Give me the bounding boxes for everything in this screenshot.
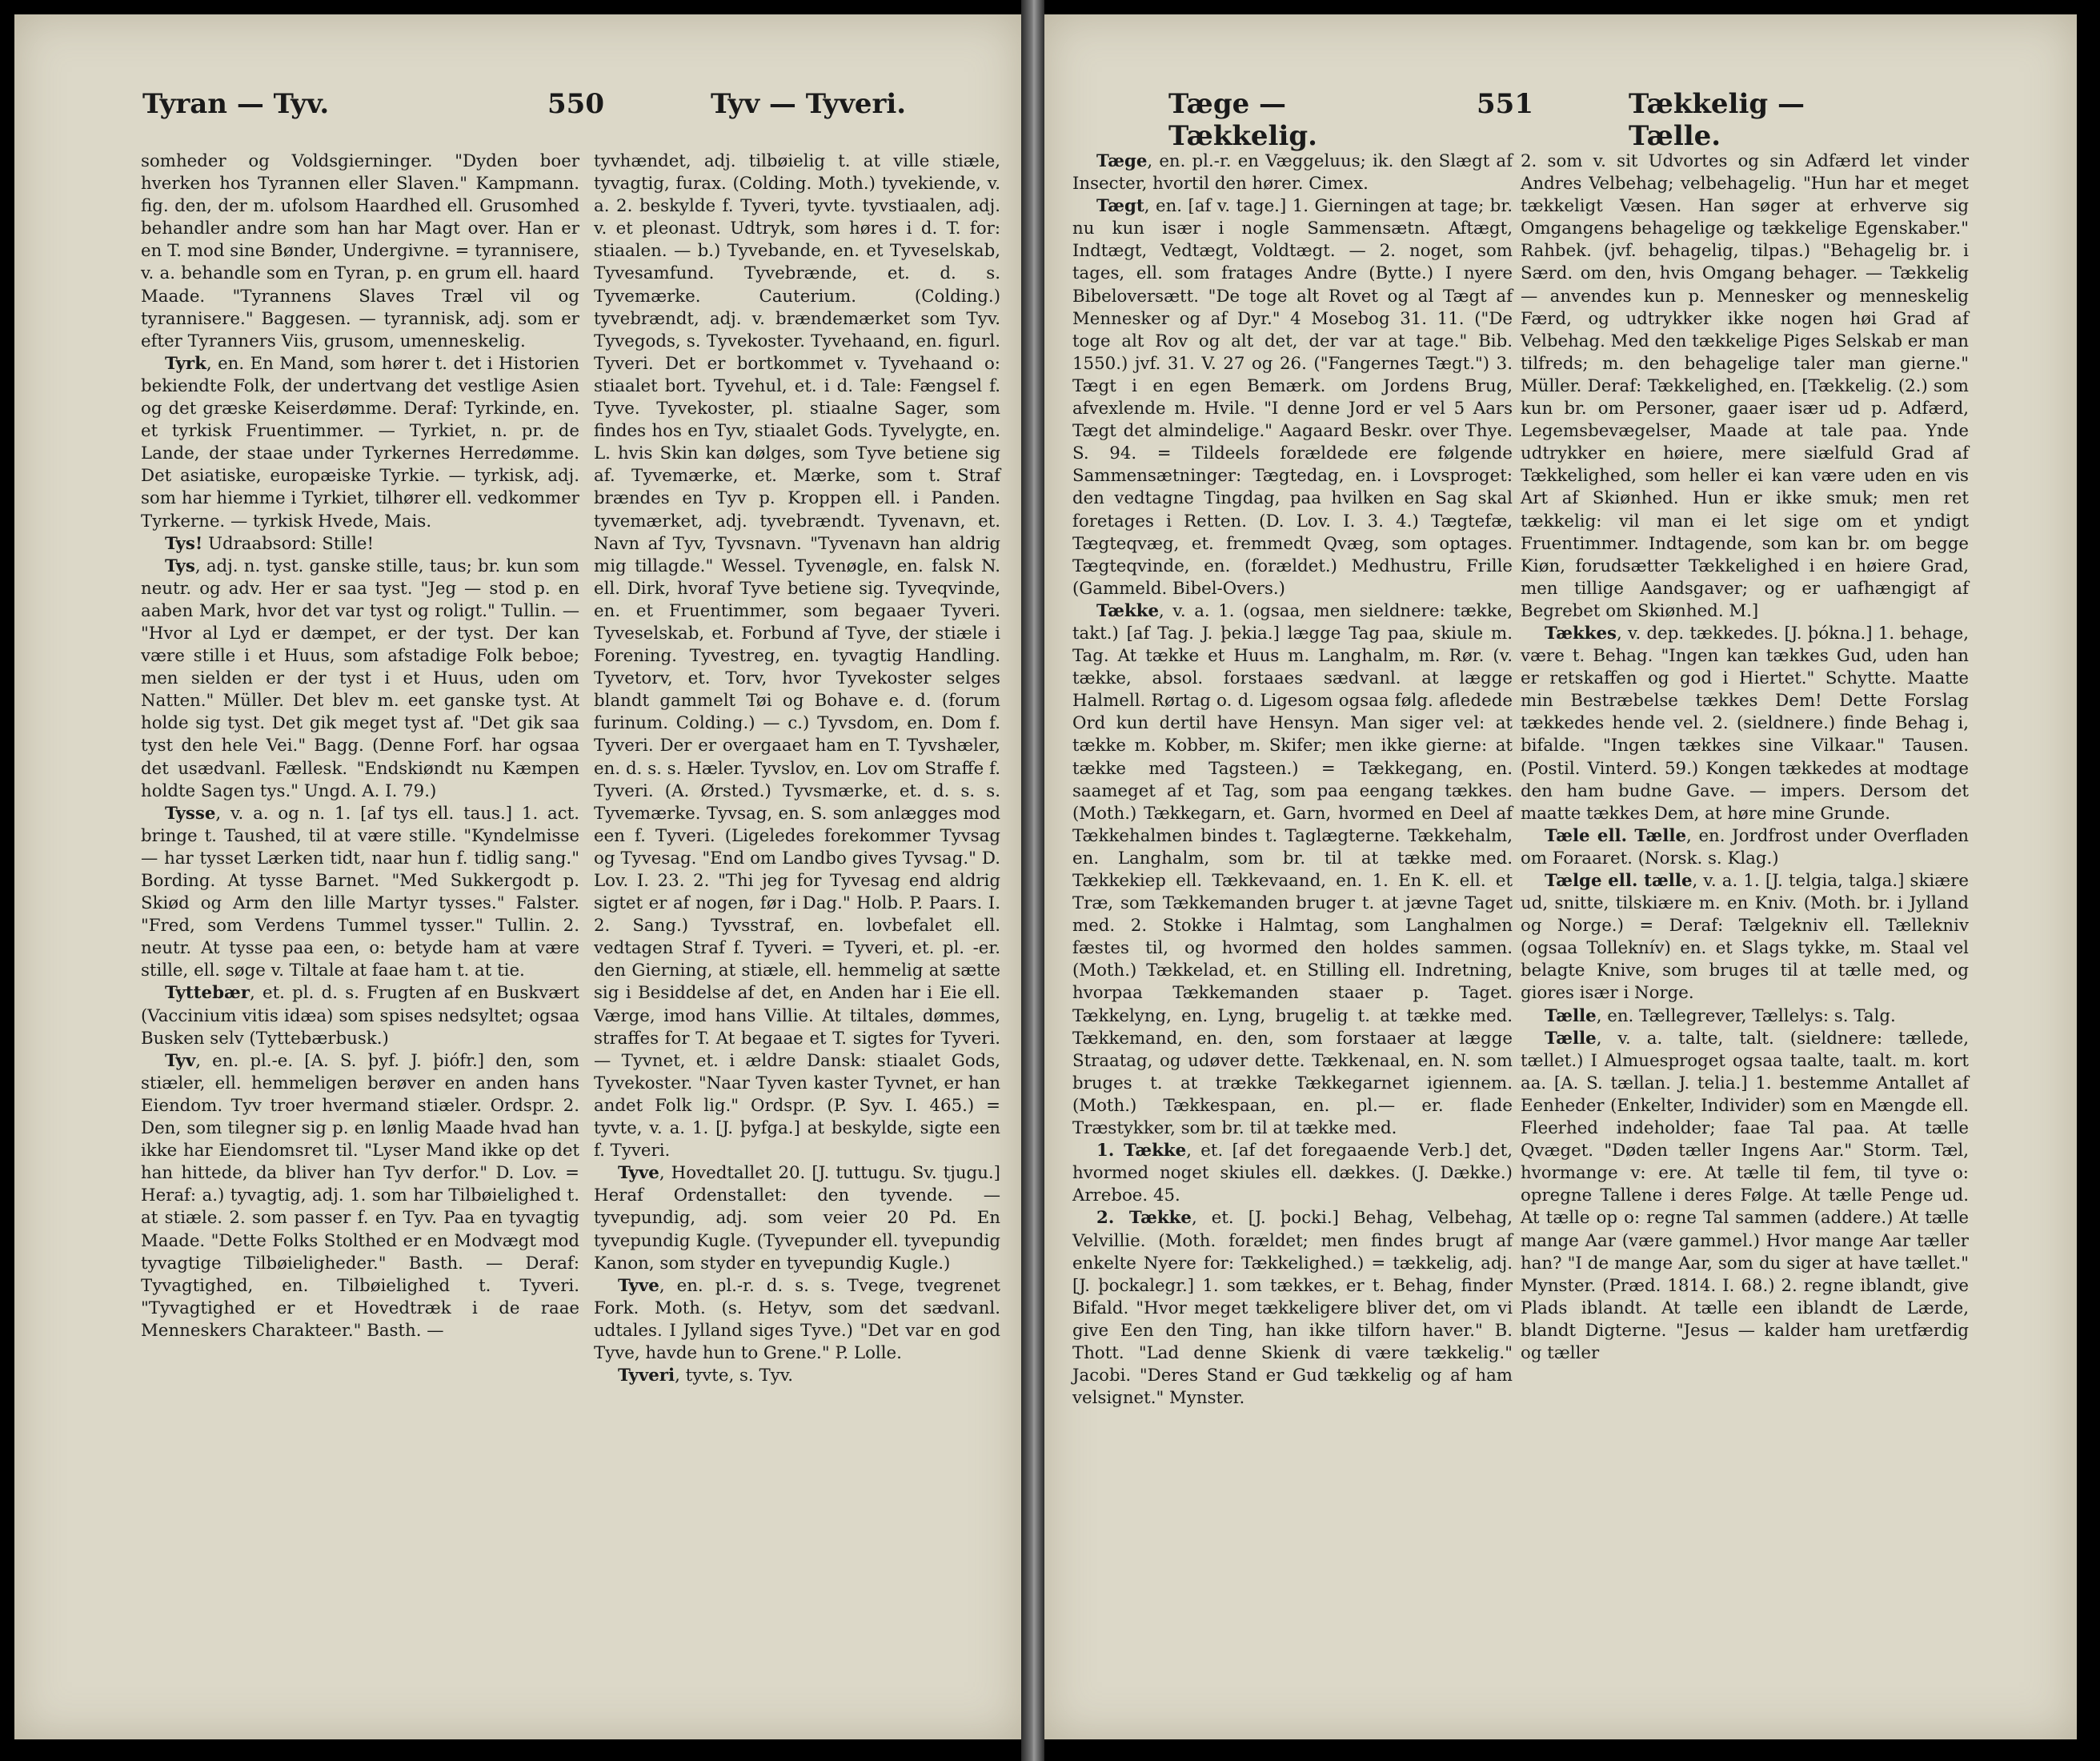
- dictionary-entry: [1521, 623, 1969, 825]
- left-page-number: 550: [547, 88, 604, 120]
- entry-text: , en. Jordfrost under Overfladen om Foraaret. (Norsk. s. Klag.): [1521, 825, 1970, 868]
- entry-text: somheder og Voldsgierninger. "Dyden boer hverken hos Tyrannen eller Slaven." Kampmann. fig. den, der m. ufolsom Haardhed ell. Grusomhed behandler andre som han har Magt over. Han er en T. mod sine Bønder, Undergivne. = tyrannisere, v. a. behandle som en Tyran, p. en grum ell. haard Maade. "Tyrannens Slaves Træl vil og tyrannisere." Baggesen. — tyrannisk, adj. som er efter Tyranners Viis, grusom, umenneskelig.: [141, 151, 579, 351]
- entry-text: , v. a. 1. (ogsaa, men sieldnere: tække, takt.) [af Tag. J. þekia.] lægge Tag paa, skiule m. Tag. At tække et Huus m. Langhalm, m. Rør. (v. tække, absol. forstaaes sædvanl. at lægge Halmell. Rørtag o. d. Ligesom ogsaa følg. afledede Ord kun dertil have Hensyn. Man siger vel: at tække m. Kobber, m. Skifer; men ikke gierne: at tække med Tagsteen.) = Tækkegang, en. saameget af et Tag, som paa eengang tækkes. (Moth.) Tækkegarn, et. Garn, hvormed en Deel af Tækkehalmen bindes t. Taglægterne. Tækkehalm, en. Langhalm, som br. til at tække med. Tækkekiep ell. Tækkevaand, en. 1. En K. ell. et Træ, som Tækkemanden bruger t. at jævne Taget med. 2. Stokke i Halmtag, som Langhalmen fæstes til, og hvormed den holdes sammen. (Moth.) Tækkelad, et. en Stilling ell. Indretning, hvorpaa Tækkemanden staaer p. Taget. Tækkelyng, en. Lyng, brugelig t. at tække med. Tækkemand, en. den, som forstaaer at lægge Straatag, og udøver dette. Tækkenaal, en. N. som bruges t. at trække Tækkegarnet igiennem. (Moth.) Tækkespaan, en. pl.— er. flade Træstykker, som br. til at tække med.: [1072, 600, 1513, 1139]
- dictionary-entry: [594, 1275, 1000, 1365]
- entry-text: 2. som v. sit Udvortes og sin Adfærd let vinder Andres Velbehag; velbehagelig. "Hun har et meget tækkeligt Væsen. Han søger at erhverve sig Omgangens behagelige og tækkelige Egenskaber." Rahbek. (jvf. behagelig, tilpas.) "Behagelig br. i Særd. om den, hvis Omgang behager. — Tækkelig — anvendes kun p. Mennesker og menneskelig Færd, og udtrykker ikke nogen høi Grad af Velbehag. Med den tækkelige Piges Selskab er man tilfreds; m. den behagelige taler man gierne." Müller. Deraf: Tækkelighed, en. [Tækkelig. (2.) som kun br. om Personer, gaaer især ud p. Adfærd, Legemsbevægelser, Maade at tale paa. Ynde udtrykker en høiere, mere siælfuld Grad af Tækkelighed, som heller ei kan være uden en vis Art af Skiønhed. Hun er ikke smuk; men ret tækkelig: vil man ei let sige om et yndigt Fruentimmer. Indtagende, som kan br. om begge Kiøn, forudsætter Tækkelighed i en høiere Grad, men tillige Aandsgaver; og er uafhængigt af Begrebet om Skiønhed. M.]: [1521, 151, 1969, 621]
- entry-headword: Tyv: [165, 1050, 196, 1071]
- entry-text: , v. a. og n. 1. [af tys ell. taus.] 1. act. bringe t. Taushed, til at være stille. "Kyndelmisse — har tysset Lærken tidt, naar hun f. tidlig sang." Bording. At tysse Barnet. "Med Sukkergodt p. Skiød og Arm den lille Martyr tysses." Falster. "Fred, som Verdens Tummel tysser." Tullin. 2. neutr. At tysse paa een, o: betyde ham at være stille, ell. søge v. Tiltale at faae ham t. at tie.: [141, 803, 579, 981]
- dictionary-entry: [1521, 825, 1969, 870]
- left-page: [14, 14, 1021, 1739]
- dictionary-entry: [1072, 150, 1513, 195]
- entry-text: , Hovedtallet 20. [J. tuttugu. Sv. tjugu.] Heraf Ordenstallet: den tyvende. — tyvepundig, adj. som veier 20 Pd. En tyvepundig Kugle. (Tyvepunder ell. tyvepundig Kanon, som styder en tyvepundig Kugle.): [594, 1163, 1000, 1274]
- entry-headword: Tys!: [165, 533, 203, 554]
- entry-text: , adj. n. tyst. ganske stille, taus; br. kun som neutr. og adv. Her er saa tyst. "Jeg — stod p. en aaben Mark, hvor det var tyst og roligt." Tullin. — "Hvor al Lyd er dæmpet, er der tyst. Der kan være stille i et Huus, som afstadige Folk beboe; men sielden er der tyst i et Huus, uden om Natten." Müller. Det blev m. eet ganske tyst. At holde sig tyst. Det gik meget tyst af. "Det gik saa tyst den hele Vei." Bagg. (Denne Forf. har ogsaa det usædvanl. Fællesk. "Endskiøndt nu Kæmpen holdte Sagen tys." Ungd. A. I. 79.): [141, 556, 579, 801]
- entry-text: , en. En Mand, som hører t. det i Historien bekiendte Folk, der undertvang det vestlige Asien og det græske Keiserdømme. Deraf: Tyrkinde, en. et tyrkisk Fruentimmer. — Tyrkiet, n. pr. de Lande, der staae under Tyrkernes Herredømme. Det asiatiske, europæiske Tyrkie. — tyrkisk, adj. som har hiemme i Tyrkiet, tilhører ell. vedkommer Tyrkerne. — tyrkisk Hvede, Mais.: [141, 353, 579, 532]
- entry-headword: Tægt: [1096, 196, 1144, 217]
- left-page-header-right: Tyv — Tyveri.: [711, 88, 907, 120]
- right-page-header-right: Tækkelig — Tælle.: [1629, 88, 1805, 152]
- dictionary-entry: [141, 982, 579, 1049]
- entry-headword: Tæle ell. Tælle: [1545, 825, 1687, 846]
- entry-headword: Tysse: [165, 803, 216, 824]
- entry-headword: Tyveri: [618, 1366, 675, 1386]
- entry-headword: Tyve: [618, 1275, 659, 1296]
- right-page-header-left: Tæge — Tækkelig.: [1168, 88, 1318, 152]
- dictionary-entry: [141, 533, 579, 556]
- dictionary-entry: [141, 353, 579, 533]
- entry-text: , v. a. 1. [J. telgia, talga.] skiære ud, snitte, tilskiære m. en Kniv. (Moth. br. i Jylland og Norge.) = Deraf: Tælgekniv ell. Tællekniv (ogsaa Tolleknív) en. et Slags tykke, m. Staal vel belagte Knive, som bruges til at tælle med, og giores især i Norge.: [1521, 871, 1969, 1004]
- entry-headword: Tælle: [1545, 1005, 1597, 1026]
- right-page-number: 551: [1477, 88, 1533, 120]
- entry-text: , et. pl. d. s. Frugten af en Buskvært (Vaccinium vitis idæa) som spises nedsyltet; ogsaa Busken selv (Tyttebærbusk.): [141, 983, 579, 1049]
- entry-headword: Tyrk: [165, 353, 206, 374]
- right-page: [1044, 14, 2077, 1739]
- entry-text: , en. Tællegrever, Tællelys: s. Talg.: [1596, 1005, 1896, 1026]
- dictionary-entry: [1072, 1207, 1513, 1410]
- dictionary-entry: [141, 803, 579, 983]
- right-page-column-1: [1072, 150, 1513, 1410]
- entry-headword: 1. Tække: [1096, 1141, 1187, 1161]
- dictionary-entry: [1521, 1005, 1969, 1028]
- dictionary-entry: [1521, 150, 1969, 623]
- entry-headword: Tys: [165, 556, 195, 576]
- entry-text: , tyvte, s. Tyv.: [675, 1366, 793, 1386]
- dictionary-entry: [594, 150, 1000, 1162]
- dictionary-entry: [1521, 1028, 1969, 1365]
- dictionary-entry: [594, 1162, 1000, 1274]
- dictionary-entry: [1072, 1140, 1513, 1207]
- dictionary-entry: [594, 1365, 1000, 1387]
- entry-text: , et. [J. þocki.] Behag, Velbehag, Velvillie. (Moth. forældet; men findes brugt af enkelte Nyere for: Tækkelighed.) = tækkelig, adj. [J. þockalegr.] 1. som tækkes, er t. Behag, finder Bifald. "Hvor meget tækkeligere bliver det, om vi give Een den Ting, han ikke tilforn haver." B. Thott. "Lad denne Skienk di være tækkelig." Jacobi. "Deres Stand er Gud tækkelig og af ham velsignet." Mynster.: [1072, 1208, 1513, 1409]
- entry-text: , v. dep. tækkedes. [J. þókna.] 1. behage, være t. Behag. "Ingen kan tækkes Gud, uden han er retskaffen og god i Hiertet." Schytte. Maatte min Bestræbelse tækkes Dem! Dette Forslag tækkedes hende vel. 2. (sieldnere.) finde Behag i, bifalde. "Ingen tækkes sine Vilkaar." Tausen. (Postil. Vinterd. 59.) Kongen tækkedes at modtage den ham budne Gave. — impers. Dersom det maatte tækkes Dem, at høre mine Grunde.: [1521, 623, 1969, 824]
- dictionary-entry: [1072, 195, 1513, 600]
- entry-text: , et. [af det foregaaende Verb.] det, hvormed noget skiules ell. dækkes. (J. Dække.) Arreboe. 45.: [1072, 1141, 1513, 1206]
- entry-text: , en. pl.-r. en Væggeluus; ik. den Slægt af Insecter, hvortil den hører. Cimex.: [1072, 151, 1513, 195]
- entry-text: tyvhændet, adj. tilbøielig t. at ville stiæle, tyvagtig, furax. (Colding. Moth.) tyvekiende, v. a. 2. beskylde f. Tyveri, tyvte. tyvstiaalen, adj. v. et pleonast. Udtryk, som høres i d. T. for: stiaalen. — b.) Tyvebande, en. et Tyveselskab, Tyvesamfund. Tyvebrænde, et. d. s. Tyvemærke. Cauterium. (Colding.) tyvebrændt, adj. v. brændemærket som Tyv. Tyvegods, s. Tyvekoster. Tyvehaand, en. figurl. Tyveri. Det er bortkommet v. Tyvehaand o: stiaalet bort. Tyvehul, et. i d. Tale: Fængsel f. Tyve. Tyvekoster, pl. stiaalne Sager, som findes hos en Tyv, stiaalet Gods. Tyvelygte, en. L. hvis Skin kan dølges, som Tyve betiene sig af. Tyvemærke, et. Mærke, som t. Straf brændes en Tyv p. Kroppen ell. i Panden. tyvemærket, adj. tyvebrændt. Tyvenavn, et. Navn af Tyv, Tyvsnavn. "Tyvenavn han aldrig mig tillagde." Wessel. Tyvenøgle, en. falsk N. ell. Dirk, hvoraf Tyve betiene sig. Tyveqvinde, en. et Fruentimmer, som begaaer Tyveri. Tyveselskab, et. Forbund af Tyve, der stiæle i Forening. Tyvestreg, en. tyvagtig Handling. Tyvetorv, et. Torv, hvor Tyvekoster selges blandt gammelt Tøi og Bohave e. d. (forum furinum. Colding.) — c.) Tyvsdom, en. Dom f. Tyveri. Der er overgaaet ham en T. Tyvshæler, en. d. s. s. Hæler. Tyvslov, en. Lov om Straffe f. Tyveri. (A. Ørsted.) Tyvsmærke, et. d. s. s. Tyvemærke. Tyvsag, en. S. som anlægges mod een f. Tyveri. (Ligeledes forekommer Tyvsag og Tyvesag. "End om Landbo gives Tyvsag." D. Lov. I. 23. 2. "Thi jeg for Tyvesag end aldrig sigtet er af nogen, før i Dag." Holb. P. Paars. I. 2. Sang.) Tyvsstraf, en. lovbefalet ell. vedtagen Straf f. Tyveri. = Tyveri, et. pl. -er. den Gierning, at stiæle, ell. hemmelig at sætte sig i Besiddelse af det, en Anden har i Eie ell. Værge, imod hans Villie. At tiltales, dømmes, straffes for T. At begaae et T. sigtes for Tyveri. — Tyvnet, et. i ældre Dansk: stiaalet Gods, Tyvekoster. "Naar Tyven kaster Tyvnet, er han andet Folk lig." Ordspr. (P. Syv. I. 465.) = tyvte, v. a. 1. [J. þyfga.] at beskylde, sigte een f. Tyveri.: [594, 151, 1000, 1161]
- entry-text: Udraabsord: Stille!: [202, 533, 375, 554]
- dictionary-entry: [141, 556, 579, 803]
- book-gutter: [1021, 0, 1044, 1761]
- right-page-column-2: [1521, 150, 1969, 1365]
- dictionary-entry: [141, 1050, 579, 1342]
- entry-headword: Tækkes: [1545, 623, 1617, 644]
- dictionary-entry: [1521, 870, 1969, 1005]
- entry-headword: Tyve: [618, 1163, 659, 1184]
- entry-headword: Tælge ell. tælle: [1545, 871, 1693, 891]
- left-page-column-1: [141, 150, 579, 1342]
- entry-text: , en. [af v. tage.] 1. Gierningen at tage; br. nu kun især i nogle Sammensætn. Aftægt, Indtægt, Vedtægt, Voldtægt. — 2. noget, som tages, ell. som fratages Andre (Bytte.) I nyere Bibeloversætt. "De toge alt Rovet og al Tægt af Mennesker og af Dyr." 4 Mosebog 31. 11. ("De toge alt Rov og alt det, der var at tage." Bib. 1550.) jvf. 31. V. 27 og 26. ("Fangernes Tægt.") 3. Tægt i en egen Bemærk. om Jordens Brug, afvexlende m. Hvile. "I denne Jord er vel 5 Aars Tægt det almindelige." Aagaard Beskr. over Thye. S. 94. = Tildeels forældede ere følgende Sammensætninger: Tægtedag, en. i Lovsproget: den vedtagne Tingdag, paa hvilken en Sag skal foretages i Retten. (D. Lov. I. 3. 4.) Tægtefæ, Tægteqvæg, et. fremmedt Qvæg, som optages. Tægteqvinde, en. (forældet.) Medhustru, Frille (Gammeld. Bibel-Overs.): [1072, 196, 1513, 599]
- entry-headword: Tække: [1096, 600, 1160, 621]
- entry-text: , en. pl.-e. [A. S. þyf. J. þiófr.] den, som stiæler, ell. hemmeligen berøver en anden hans Eiendom. Tyv troer hvermand stiæler. Ordspr. 2. Den, som tilegner sig p. en lønlig Maade hvad han ikke har Eiendomsret til. "Lyser Mand ikke op det han hittede, da bliver han Tyv derfor." D. Lov. = Heraf: a.) tyvagtig, adj. 1. som har Tilbøielighed t. at stiæle. 2. som passer f. en Tyv. Paa en tyvagtig Maade. "Dette Folks Stolthed er en Modvægt mod tyvagtige Tilbøieligheder." Basth. — Deraf: Tyvagtighed, en. Tilbøielighed t. Tyveri. "Tyvagtighed er et Hovedtræk i de raae Menneskers Charakteer." Basth. —: [141, 1050, 579, 1341]
- entry-headword: Tæge: [1096, 151, 1148, 171]
- entry-text: , en. pl.-r. d. s. s. Tvege, tvegrenet Fork. Moth. (s. Hetyv, som det sædvanl. udtales. I Jylland siges Tyve.) "Det var en god Tyve, havde hun to Grene." P. Lolle.: [594, 1275, 1000, 1363]
- entry-text: , v. a. talte, talt. (sieldnere: tællede, tællet.) I Almuesproget ogsaa taalte, taalt. m. kort aa. [A. S. tællan. J. telia.] 1. bestemme Antallet af Eenheder (Enkelter, Individer) som en Mængde ell. Fleerhed indeholder; faae Tal paa. At tælle Qvæget. "Døden tæller Ingens Aar." Storm. Tæl, hvormange v: ere. At tælle til fem, til tyve o: opregne Tallene i deres Følge. At tælle Penge ud. At tælle op o: regne Tal sammen (addere.) At tælle mange Aar (være gammel.) Hvor mange Aar tæller han? "I de mange Aar, som du siger at have tællet." Mynster. (Præd. 1814. I. 68.) 2. regne iblandt, give Plads iblandt. At tælle een iblandt de Lærde, blandt Digterne. "Jesus — kalder ham uretfærdig og tæller: [1521, 1028, 1969, 1363]
- dictionary-entry: [1072, 600, 1513, 1140]
- entry-headword: 2. Tække: [1096, 1208, 1192, 1229]
- dictionary-entry: [141, 150, 579, 353]
- entry-headword: Tyttebær: [165, 983, 250, 1004]
- left-page-header-left: Tyran — Tyv.: [142, 88, 330, 120]
- left-page-column-2: [594, 150, 1000, 1387]
- entry-headword: Tælle: [1545, 1028, 1597, 1049]
